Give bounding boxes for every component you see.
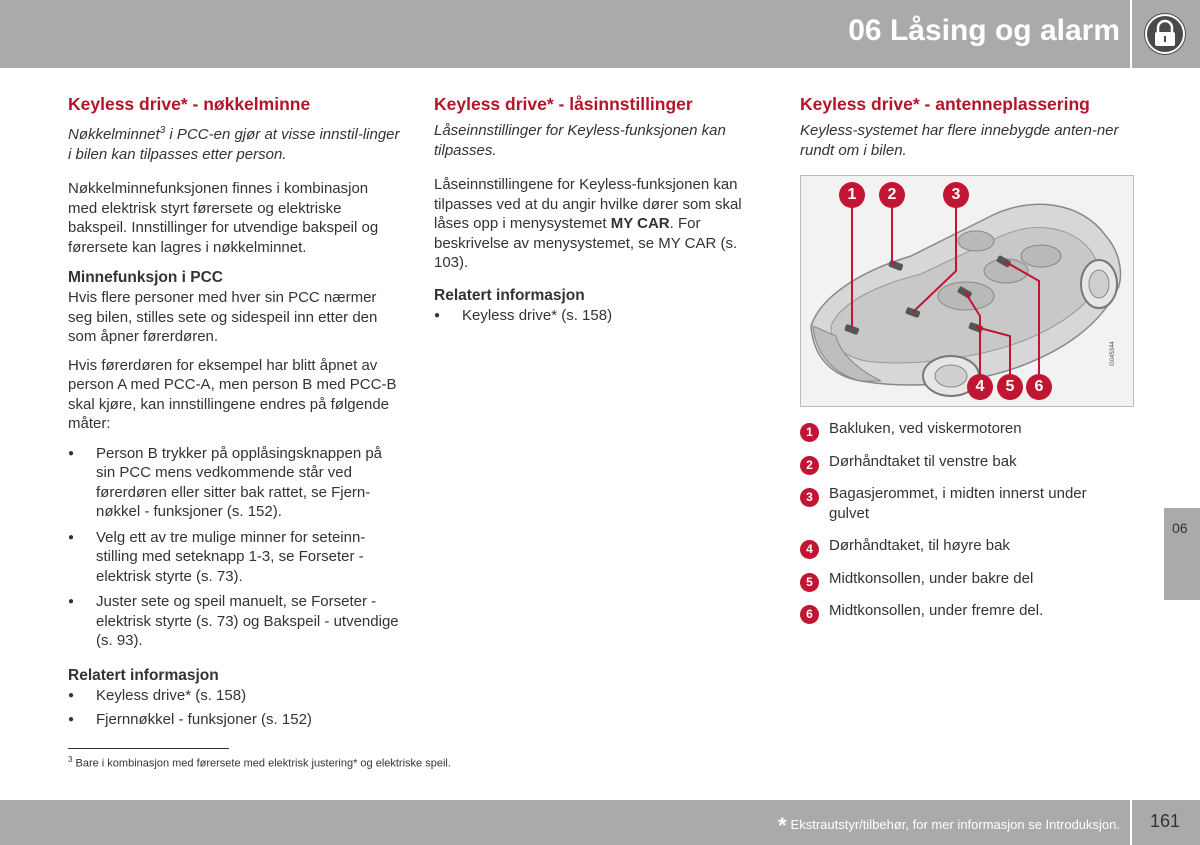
legend-number: 1: [800, 423, 819, 442]
legend-text: Midtkonsollen, under bakre del: [829, 569, 1034, 587]
footnote-ref: 3: [159, 125, 166, 136]
footer-note: [778, 813, 1120, 839]
footer-text: Ekstrautstyr/tilbehør, for mer informasjon se Introduksjon.: [790, 817, 1120, 832]
header-icon-box: [1132, 0, 1200, 68]
related-link[interactable]: ● Fjernnøkkel - funksjoner (s. 152): [68, 710, 400, 730]
legend-item: [800, 419, 1130, 439]
car-illustration: [801, 176, 1133, 406]
section-intro: Keyless-systemet har flere innebygde anten-ner rundt om i bilen.: [800, 122, 1119, 159]
bullet-item: ● Velg ett av tre mulige minner for seteinn-stilling med seteknapp 1-3, se Forseter - elektrisk styrte (s. 73).: [68, 528, 400, 587]
related-heading: Relatert informasjon: [434, 286, 585, 304]
legend-text: Bakluken, ved viskermotoren: [829, 420, 1022, 437]
footnote-divider: [68, 748, 229, 749]
page-number: 161: [1150, 811, 1181, 831]
subheading: Minnefunksjon i PCC: [68, 269, 223, 286]
legend-text: Dørhåndtaket til venstre bak: [829, 452, 1017, 470]
paragraph-text-cont: . For beskrivelse av menysystemet, se MY CAR (s. 103).: [434, 215, 738, 271]
footnote-text: Bare i kombinasjon med førersete med elektrisk justering* og elektriske speil.: [75, 757, 451, 770]
section-intro: [68, 121, 400, 164]
column-antenna: [800, 94, 1132, 175]
section-heading: Keyless drive* - antenneplassering: [800, 94, 1090, 114]
intro-text-cont: i PCC-en gjør at visse innstil-linger i bilen kan tilpasses etter person.: [68, 126, 400, 163]
intro-text: Nøkkelminnet: [68, 126, 160, 143]
legend-number: 6: [800, 605, 819, 624]
antenna-figure: [800, 175, 1134, 407]
legend-item: [800, 536, 1130, 556]
legend-text: Bagasjerommet, i midten innerst under gulvet: [829, 485, 1087, 522]
figure-callout-4: 4: [967, 374, 993, 400]
legend-item: [800, 484, 1130, 523]
legend-text: Dørhåndtaket, til høyre bak: [829, 537, 1010, 554]
column-key-memory: [68, 94, 400, 736]
legend-text: Midtkonsollen, under fremre del.: [829, 602, 1044, 619]
section-heading: Keyless drive* - nøkkelminne: [68, 94, 311, 114]
related-heading: Relatert informasjon: [68, 666, 219, 684]
related-link[interactable]: ● Keyless drive* (s. 158): [68, 686, 400, 706]
legend-item: [800, 452, 1130, 472]
legend-item: [800, 569, 1130, 589]
related-link[interactable]: ● Keyless drive* (s. 158): [434, 306, 766, 326]
legend-number: 3: [800, 488, 819, 507]
legend-number: 4: [800, 540, 819, 559]
menu-name: MY CAR: [610, 215, 670, 232]
bullet-item: ● Person B trykker på opplåsingsknappen på sin PCC mens vedkommende står ved førerdøren eller sitter bak rattet, se Fjern-nøkkel - funksjoner (s. 152).: [68, 444, 400, 522]
legend-item: [800, 601, 1130, 621]
section-intro: Låseinnstillinger for Keyless-funksjonen kan tilpasses.: [434, 122, 726, 159]
chapter-title: 06 Låsing og alarm: [848, 14, 1120, 47]
section-heading: Keyless drive* - låsinnstillinger: [434, 94, 693, 114]
paragraph-text: Låseinnstillingene for Keyless-funksjonen kan tilpasses ved at du angir hvilke dører som skal låses opp i menysystemet: [434, 176, 742, 232]
paragraph: Nøkkelminnefunksjonen finnes i kombinasjon med elektrisk styrt førersete og elektriske bakspeil. Innstillinger for utvendige bakspeil og førersete kan lagres i nøkkelminnet.: [68, 180, 379, 256]
figure-legend: [800, 419, 1130, 634]
asterisk-mark: *: [777, 813, 787, 838]
figure-code: G045344: [1110, 341, 1116, 366]
figure-callout-1: 1: [839, 182, 865, 208]
paragraph: Hvis førerdøren for eksempel har blitt åpnet av person A med PCC-A, men person B med PCC-B skal kjøre, kan innstillingene endres på følgende måter:: [68, 356, 397, 432]
footnote-number: 3: [68, 755, 73, 764]
figure-callout-5: 5: [997, 374, 1023, 400]
column-lock-settings: [434, 94, 766, 331]
paragraph: Hvis flere personer med hver sin PCC nærmer seg bilen, stilles sete og sidespeil inn etter den som åpner førerdøren.: [68, 289, 378, 345]
figure-callout-2: 2: [879, 182, 905, 208]
lock-icon: [1144, 13, 1186, 55]
legend-number: 5: [800, 573, 819, 592]
footnote: [68, 755, 451, 770]
chapter-tab-label: 06: [1172, 520, 1188, 536]
figure-callout-3: 3: [943, 182, 969, 208]
legend-number: 2: [800, 456, 819, 475]
paragraph: [434, 175, 766, 273]
figure-callout-6: 6: [1026, 374, 1052, 400]
bullet-item: ● Juster sete og speil manuelt, se Forseter - elektrisk styrte (s. 73) og Bakspeil - utvendige (s. 93).: [68, 592, 400, 651]
